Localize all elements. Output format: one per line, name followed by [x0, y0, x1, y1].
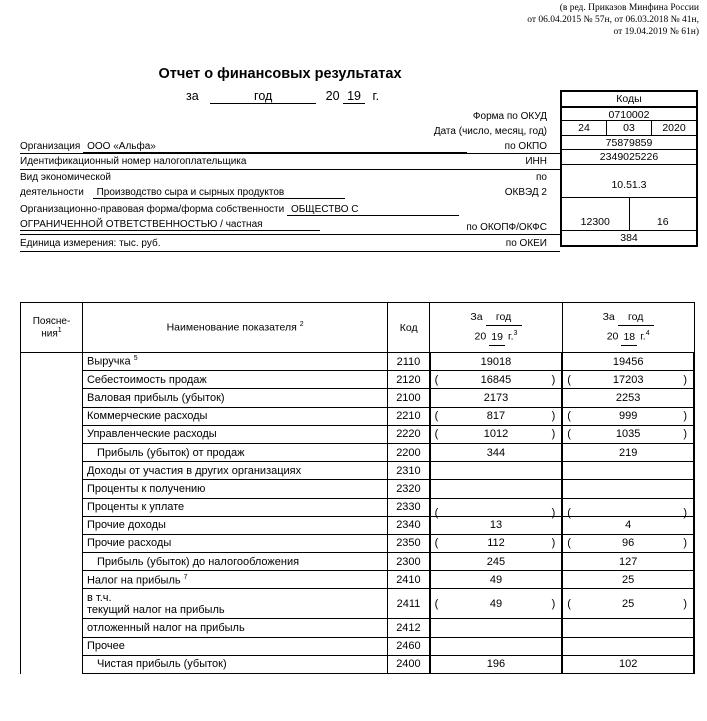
inn-code: 2349025226: [562, 150, 696, 165]
row-name-sup: 7: [183, 573, 188, 581]
paren-left: (: [434, 410, 439, 423]
row-notes-cell: [21, 425, 83, 443]
row-value: 96: [622, 537, 635, 550]
table-row: [21, 371, 695, 389]
paren-left: (: [434, 507, 439, 520]
legal-form-value-1: ОБЩЕСТВО С: [287, 204, 459, 216]
row-notes-cell: [21, 655, 83, 673]
row-code-cell: 2340: [388, 516, 430, 534]
row-value: 49: [489, 573, 503, 586]
col-notes-sup: 1: [57, 326, 62, 334]
row-value: 219: [618, 446, 638, 459]
activity-value: Производство сыра и сырных продуктов: [93, 187, 345, 199]
col-current-sup: 3: [513, 330, 518, 338]
row-name: Проценты к получению: [86, 482, 206, 495]
paren-right: ): [683, 428, 687, 441]
col-notes-header: [21, 303, 83, 353]
activity-label-2: деятельности: [20, 187, 84, 198]
row-value: 999: [618, 410, 638, 423]
paren-left: (: [567, 537, 571, 550]
period-prefix: за: [186, 89, 199, 103]
paren-left: (: [567, 410, 571, 423]
row-code-cell: 2110: [388, 353, 430, 371]
paren-right: ): [683, 597, 687, 610]
row-code-cell: 2220: [388, 425, 430, 443]
row-notes-cell: [21, 462, 83, 480]
codes-box: [560, 90, 698, 247]
row-value: 19018: [480, 355, 512, 368]
col-code-header: Код: [388, 303, 430, 353]
col-current-header: [430, 303, 563, 353]
row-value-previous: [562, 371, 694, 389]
okpo-code: 75879859: [562, 136, 696, 151]
org-value: ООО «Альфа»: [83, 141, 467, 153]
row-notes-cell: [21, 534, 83, 552]
period-suffix: г.: [372, 89, 380, 103]
amendment-note: [527, 2, 699, 38]
row-value-current: [430, 534, 563, 552]
row-notes-cell: [21, 516, 83, 534]
col-previous-header: [562, 303, 694, 353]
row-code-cell: 2412: [388, 619, 430, 637]
legal-form-row: [20, 204, 459, 216]
row-name: Валовая прибыль (убыток): [86, 391, 225, 404]
table-row: [21, 353, 695, 371]
row-name: Налог на прибыль: [86, 574, 181, 587]
row-value-previous: [562, 619, 694, 637]
okopf-codes: [562, 198, 696, 231]
paren-left: (: [434, 537, 439, 550]
row-name-cell: [82, 516, 387, 534]
row-value: 25: [622, 573, 635, 586]
paren-right: ): [683, 373, 687, 386]
row-name-cell: [82, 371, 387, 389]
period-unit: год: [210, 89, 316, 104]
row-value-previous: [562, 389, 694, 407]
row-value: 344: [486, 446, 506, 459]
table-row: [21, 480, 695, 498]
paren-right: ): [683, 410, 687, 423]
row-value-previous: [562, 571, 694, 589]
date-codes: [562, 121, 696, 136]
row-name: Прибыль (убыток) от продаж: [96, 446, 245, 459]
row-code-cell: 2320: [388, 480, 430, 498]
report-title: Отчет о финансовых результатах: [158, 66, 402, 82]
row-notes-cell: [21, 443, 83, 461]
row-code-cell: 2100: [388, 389, 430, 407]
row-notes-cell: [21, 571, 83, 589]
row-value-current: [430, 371, 563, 389]
row-notes-cell: [21, 619, 83, 637]
col-current-d: г.: [508, 330, 514, 343]
inn-label: ИНН: [525, 156, 547, 167]
financial-results-table: [20, 302, 695, 674]
col-previous-year: 18: [621, 329, 637, 346]
col-previous-sup: 4: [645, 330, 650, 338]
row-notes-cell: [21, 498, 83, 516]
paren-right: ): [551, 410, 556, 423]
table-row: [21, 637, 695, 655]
row-name-cell: [82, 480, 387, 498]
header-rule: [20, 153, 560, 154]
period-year: 19: [343, 89, 365, 104]
col-current-year: 19: [489, 329, 505, 346]
row-value-current: [430, 589, 563, 619]
row-value-current: [430, 389, 563, 407]
okei-code: 384: [620, 231, 638, 244]
row-value-previous: [562, 353, 694, 371]
date-day: 24: [562, 121, 607, 135]
row-value: 1012: [483, 428, 509, 441]
row-value: 17203: [612, 373, 644, 386]
row-name-cell: [82, 462, 387, 480]
legal-form-label: Организационно-правовая форма/форма собственности: [20, 204, 285, 215]
row-notes-cell: [21, 553, 83, 571]
paren-left: (: [434, 373, 439, 386]
okud-code: 0710002: [562, 107, 696, 122]
okfs-code: 16: [656, 215, 669, 228]
col-previous-c: 20: [606, 330, 619, 343]
row-value-previous: [562, 655, 694, 673]
paren-left: (: [567, 373, 571, 386]
date-label: Дата (число, месяц, год): [433, 126, 547, 137]
row-notes-cell: [21, 589, 83, 619]
row-value-current: [430, 480, 563, 498]
paren-left: (: [567, 597, 571, 610]
row-name: Коммерческие расходы: [86, 410, 208, 423]
activity-row: [20, 187, 345, 199]
row-notes-cell: [21, 480, 83, 498]
row-value-previous: [562, 516, 694, 534]
row-value-previous: [562, 637, 694, 655]
row-name-cell: [82, 534, 387, 552]
row-value-current: [430, 425, 563, 443]
row-value-current: [430, 407, 563, 425]
row-name-cell: [82, 425, 387, 443]
paren-right: ): [683, 537, 687, 550]
row-value-current: [430, 516, 563, 534]
row-value-previous: [562, 462, 694, 480]
row-value-previous: [562, 498, 694, 520]
row-code-cell: 2330: [388, 498, 430, 516]
col-previous-unit: год: [618, 309, 654, 326]
row-value: 19456: [612, 355, 644, 368]
col-previous-d: г.: [640, 330, 646, 343]
row-value: 2253: [615, 391, 641, 404]
form-okud-label: Форма по ОКУД: [472, 111, 547, 122]
row-code-cell: 2410: [388, 571, 430, 589]
row-code-cell: 2310: [388, 462, 430, 480]
org-label: Организация: [20, 141, 81, 152]
row-name-cell: [82, 498, 387, 516]
row-name-cell: [82, 389, 387, 407]
table-row: [21, 655, 695, 673]
row-value-current: [430, 655, 563, 673]
paren-right: ): [551, 537, 556, 550]
row-value: 127: [618, 555, 638, 568]
row-value-previous: [562, 534, 694, 552]
row-code-cell: 2300: [388, 553, 430, 571]
row-value-current: [430, 353, 563, 371]
col-current-unit: год: [486, 309, 522, 326]
row-name-prefix: в т.ч.: [86, 591, 112, 604]
row-name-cell: [82, 553, 387, 571]
row-name: Прочие расходы: [86, 537, 172, 550]
report-period: [186, 89, 379, 104]
amendment-line: (в ред. Приказов Минфина России: [559, 3, 699, 13]
paren-right: ): [551, 428, 556, 441]
col-name-sup: 2: [299, 321, 304, 329]
row-value: 817: [486, 410, 506, 423]
table-row: [21, 553, 695, 571]
row-name: Чистая прибыль (убыток): [96, 658, 227, 671]
col-previous-a: За: [602, 311, 615, 324]
row-value: 112: [487, 537, 505, 550]
activity-label-1: Вид экономической: [20, 172, 111, 183]
table-row: [21, 571, 695, 589]
row-value: 25: [622, 597, 635, 610]
row-name-cell: [82, 619, 387, 637]
okved-label: ОКВЭД 2: [504, 187, 547, 198]
po-label: по: [536, 172, 547, 183]
row-value-current: [430, 443, 563, 461]
row-code-cell: 2120: [388, 371, 430, 389]
row-value-previous: [562, 589, 694, 619]
paren-right: ): [551, 373, 556, 386]
row-name: Прочие доходы: [86, 519, 166, 532]
row-notes-cell: [21, 353, 83, 371]
row-name-cell: [82, 571, 387, 589]
row-value-previous: [562, 425, 694, 443]
codes-header: Коды: [562, 92, 696, 107]
table-row: [21, 498, 695, 516]
row-name: текущий налог на прибыль: [86, 603, 225, 616]
row-name: Управленческие расходы: [86, 428, 217, 441]
legal-form-row-2: [20, 219, 320, 231]
row-name: Себестоимость продаж: [86, 373, 207, 386]
okpo-label: по ОКПО: [504, 141, 547, 152]
row-value-current: [430, 462, 563, 480]
row-value: 16845: [480, 373, 512, 386]
row-value-previous: [562, 480, 694, 498]
row-name: Доходы от участия в других организациях: [86, 464, 302, 477]
row-name-cell: [82, 443, 387, 461]
paren-right: ): [683, 507, 687, 520]
row-value-previous: [562, 553, 694, 571]
row-notes-cell: [21, 407, 83, 425]
row-value-current: [430, 571, 563, 589]
amendment-line: от 19.04.2019 № 61н): [613, 27, 699, 37]
row-name: Проценты к уплате: [86, 501, 185, 514]
header-rule: [20, 251, 560, 252]
table-row: [21, 534, 695, 552]
row-value: 49: [489, 597, 503, 610]
row-name-cell: [82, 655, 387, 673]
row-value-current: [430, 553, 563, 571]
col-name-label: Наименование показателя: [166, 321, 297, 334]
row-code-cell: 2400: [388, 655, 430, 673]
row-notes-cell: [21, 637, 83, 655]
table-row: [21, 443, 695, 461]
org-row: [20, 141, 467, 153]
row-name-sup: 5: [133, 355, 138, 363]
row-code-cell: 2411: [388, 589, 430, 619]
row-code-cell: 2350: [388, 534, 430, 552]
row-notes-cell: [21, 389, 83, 407]
okei-label: по ОКЕИ: [505, 238, 547, 249]
paren-right: ): [551, 597, 556, 610]
unit-label: Единица измерения: тыс. руб.: [20, 238, 161, 249]
col-notes-label: Поясне-ния: [32, 315, 71, 340]
okopf-label: по ОКОПФ/ОКФС: [466, 222, 547, 233]
okved-code: 10.51.3: [562, 165, 696, 198]
row-name: Прибыль (убыток) до налогообложения: [96, 555, 300, 568]
paren-left: (: [567, 507, 571, 520]
row-value: 4: [625, 519, 632, 532]
row-code-cell: 2210: [388, 407, 430, 425]
table-row: [21, 516, 695, 534]
row-notes-cell: [21, 371, 83, 389]
row-value: 102: [618, 658, 638, 671]
table-row: [21, 462, 695, 480]
paren-left: (: [567, 428, 571, 441]
row-code-cell: 2200: [388, 443, 430, 461]
row-value: 2173: [483, 391, 509, 404]
table-row: [21, 389, 695, 407]
paren-right: ): [551, 507, 556, 520]
row-value-current: [430, 498, 563, 520]
row-value: 13: [489, 519, 503, 532]
amendment-line: от 06.04.2015 № 57н, от 06.03.2018 № 41н,: [527, 15, 699, 25]
row-value: 245: [486, 555, 506, 568]
table-row: [21, 425, 695, 443]
row-value-current: [430, 637, 563, 655]
table-row: [21, 589, 695, 619]
table-row: [21, 619, 695, 637]
col-name-header: [82, 303, 387, 353]
row-code-cell: 2460: [388, 637, 430, 655]
row-name: отложенный налог на прибыль: [86, 622, 245, 635]
row-name-cell: [82, 637, 387, 655]
row-name-cell: [82, 589, 387, 619]
paren-left: (: [434, 597, 439, 610]
date-year: 2020: [662, 122, 686, 134]
row-value-previous: [562, 443, 694, 461]
period-year-prefix: 20: [325, 89, 340, 103]
col-current-c: 20: [474, 330, 487, 343]
header-rule: [20, 169, 560, 170]
okopf-code: 12300: [562, 198, 630, 230]
col-current-a: За: [470, 311, 483, 324]
paren-left: (: [434, 428, 439, 441]
row-value-previous: [562, 407, 694, 425]
row-name-cell: [82, 353, 387, 371]
row-value: 196: [486, 658, 506, 671]
row-value: 1035: [615, 428, 641, 441]
header-rule: [20, 234, 560, 235]
legal-form-value-2: ОГРАНИЧЕННОЙ ОТВЕТСТВЕННОСТЬЮ / частная: [20, 219, 320, 231]
row-name-cell: [82, 407, 387, 425]
row-name: Выручка: [86, 355, 131, 368]
table-row: [21, 407, 695, 425]
taxpayer-label: Идентификационный номер налогоплательщика: [20, 156, 247, 167]
table-header-row: [21, 303, 695, 353]
row-value-current: [430, 619, 563, 637]
row-name: Прочее: [86, 640, 125, 653]
date-month: 03: [607, 121, 652, 135]
